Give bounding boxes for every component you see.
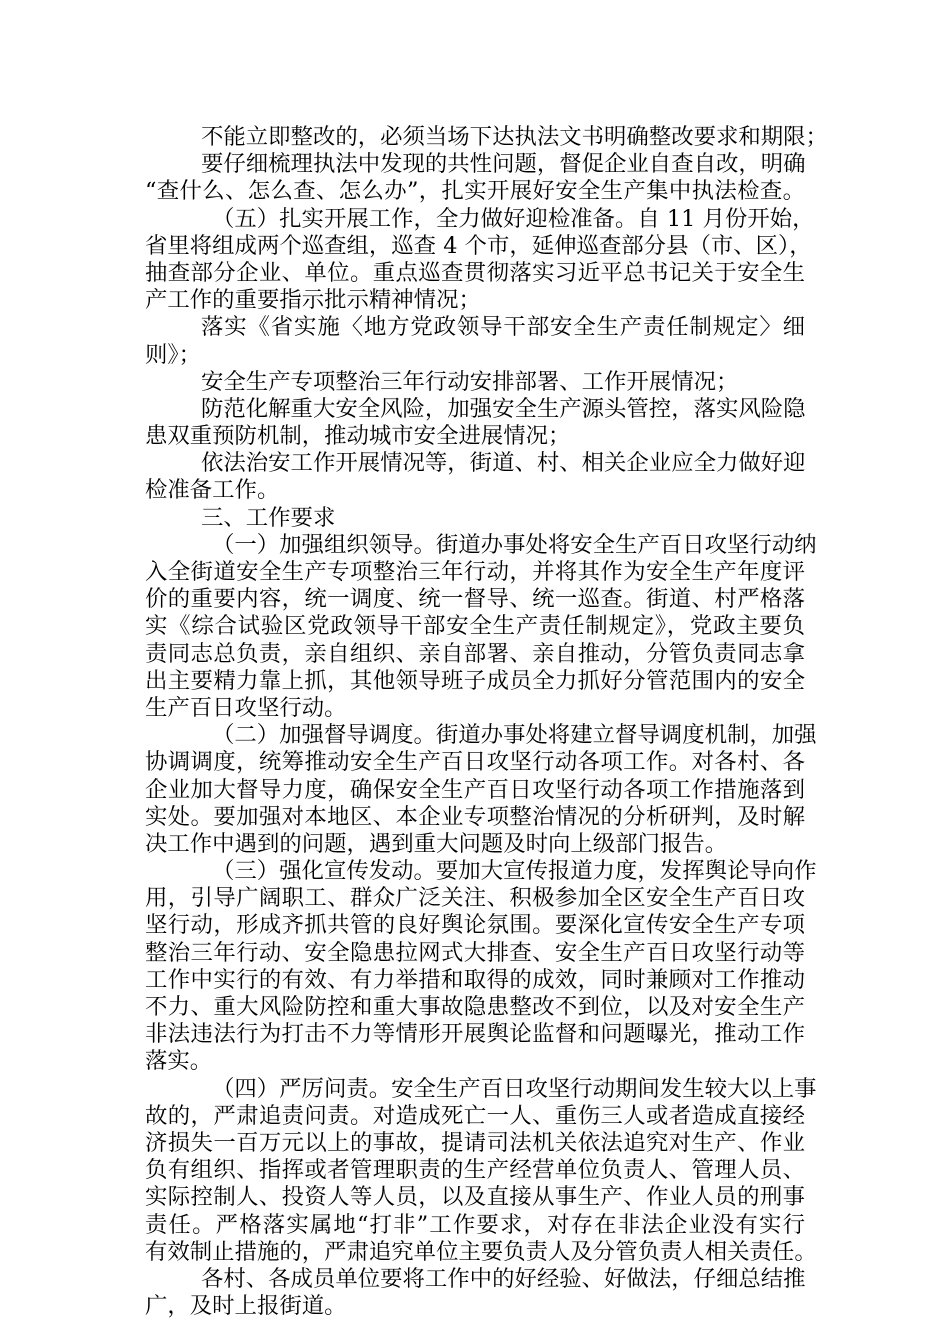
text-line: 决工作中遇到的问题，遇到重大问题及时向上级部门报告。 <box>145 830 728 857</box>
document-body <box>145 124 828 1320</box>
text-line: （四）严厉问责。安全生产百日攻坚行动期间发生较大以上事 <box>212 1075 817 1102</box>
text-line: 三、工作要求 <box>201 504 336 531</box>
text-line: 责任。严格落实属地“打非”工作要求，对存在非法企业没有实行 <box>145 1211 805 1238</box>
text-line: 防范化解重大安全风险，加强安全生产源头管控，落实风险隐 <box>201 395 806 422</box>
text-line: “查什么、怎么查、怎么办”，扎实开展好安全生产集中执法检查。 <box>145 178 805 205</box>
text-line: 工作中实行的有效、有力举措和取得的成效，同时兼顾对工作推动 <box>145 966 805 993</box>
text-line: （一）加强组织领导。街道办事处将安全生产百日攻坚行动纳 <box>212 531 817 558</box>
text-line: 价的重要内容，统一调度、统一督导、统一巡查。街道、村严格落 <box>145 586 805 613</box>
text-line: 抽查部分企业、单位。重点巡查贯彻落实习近平总书记关于安全生 <box>145 259 805 286</box>
text-line: 协调调度，统筹推动安全生产百日攻坚行动各项工作。对各村、各 <box>145 749 805 776</box>
text-line: 落实《省实施〈地方党政领导干部安全生产责任制规定〉细 <box>201 314 805 341</box>
text-line: 责同志总负责，亲自组织、亲自部署、亲自推动，分管负责同志拿 <box>145 640 805 667</box>
text-line: 负有组织、指挥或者管理职责的生产经营单位负责人、管理人员、 <box>145 1157 805 1184</box>
text-line: 生产百日攻坚行动。 <box>145 694 347 721</box>
text-line: 检准备工作。 <box>145 477 280 504</box>
text-line: 实处。要加强对本地区、本企业专项整治情况的分析研判，及时解 <box>145 803 805 830</box>
text-line: 不力、重大风险防控和重大事故隐患整改不到位，以及对安全生产 <box>145 994 805 1020</box>
text-line: 非法违法行为打击不力等情形开展舆论监督和问题曝光，推动工作 <box>145 1021 805 1048</box>
text-line: 各村、各成员单位要将工作中的好经验、好做法，仔细总结推 <box>201 1265 806 1292</box>
text-line: 不能立即整改的，必须当场下达执法文书明确整改要求和期限； <box>201 124 828 150</box>
text-line: 整治三年行动、安全隐患拉网式大排查、安全生产百日攻坚行动等 <box>145 939 805 966</box>
text-line: 依法治安工作开展情况等，街道、村、相关企业应全力做好迎 <box>201 450 806 477</box>
text-line: 入全街道安全生产专项整治三年行动，并将其作为安全生产年度评 <box>145 559 805 585</box>
text-line: 则》； <box>145 341 201 368</box>
text-line: 患双重预防机制，推动城市安全进展情况； <box>145 423 571 450</box>
text-line: 安全生产专项整治三年行动安排部署、工作开展情况； <box>201 368 739 395</box>
text-line: 出主要精力靠上抓，其他领导班子成员全力抓好分管范围内的安全 <box>145 667 805 694</box>
text-line: （三）强化宣传发动。要加大宣传报道力度，发挥舆论导向作 <box>212 858 817 885</box>
text-line: 企业加大督导力度，确保安全生产百日攻坚行动各项工作措施落到 <box>145 776 805 803</box>
text-line: 坚行动，形成齐抓共管的良好舆论氛围。要深化宣传安全生产专项 <box>145 912 805 939</box>
text-line: （五）扎实开展工作，全力做好迎检准备。自 11 月份开始， <box>212 205 815 232</box>
text-line: （二）加强督导调度。街道办事处将建立督导调度机制，加强 <box>212 722 817 749</box>
text-line: 广，及时上报街道。 <box>145 1293 347 1320</box>
text-line: 省里将组成两个巡查组，巡查 4 个市，延伸巡查部分县（市、区）， <box>145 232 812 259</box>
text-line: 实际控制人、投资人等人员，以及直接从事生产、作业人员的刑事 <box>145 1184 805 1211</box>
text-line: 落实。 <box>145 1048 213 1075</box>
text-line: 实《综合试验区党政领导干部安全生产责任制规定》，党政主要负 <box>145 613 805 640</box>
text-line: 用，引导广阔职工、群众广泛关注、积极参加全区安全生产百日攻 <box>145 885 805 912</box>
text-line: 要仔细梳理执法中发现的共性问题，督促企业自查自改，明确 <box>201 151 806 178</box>
text-line: 产工作的重要指示批示精神情况； <box>145 287 481 314</box>
text-line: 济损失一百万元以上的事故，提请司法机关依法追究对生产、作业 <box>145 1129 805 1156</box>
text-line: 故的，严肃追责问责。对造成死亡一人、重伤三人或者造成直接经 <box>145 1102 805 1129</box>
text-line: 有效制止措施的，严肃追究单位主要负责人及分管负责人相关责任。 <box>145 1238 817 1265</box>
